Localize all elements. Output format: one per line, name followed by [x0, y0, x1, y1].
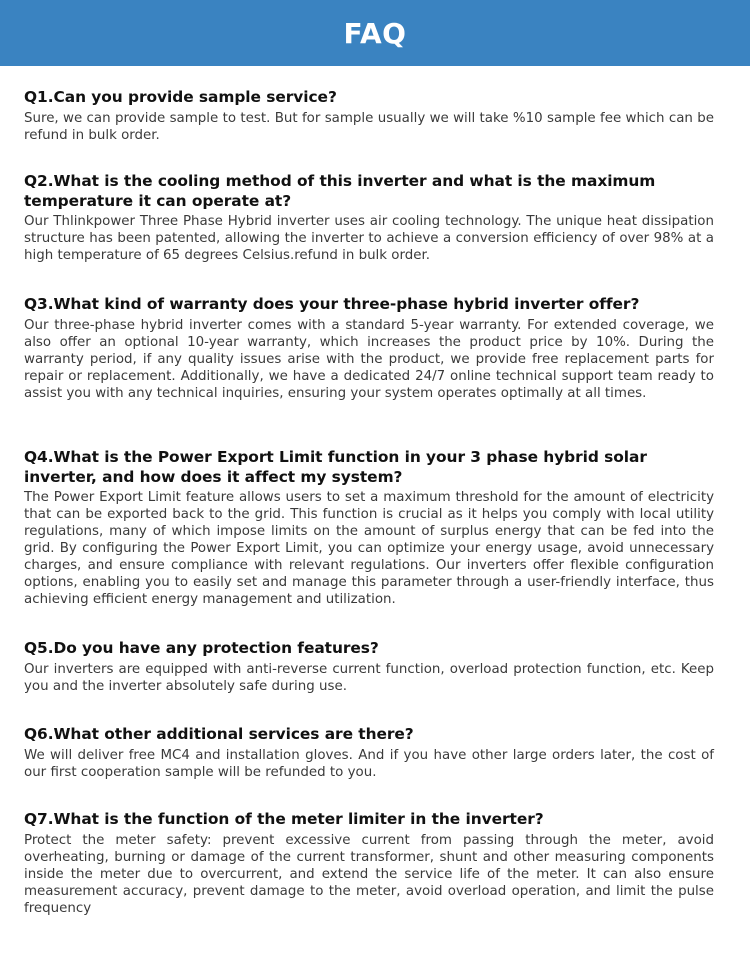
faq-question: Q2.What is the cooling method of this inverter and what is the maximum temperature it can operate at? [24, 172, 656, 210]
faq-question: Q1.Can you provide sample service? [24, 88, 337, 106]
faq-banner [0, 0, 750, 66]
faq-item-q3 [24, 295, 714, 402]
faq-question: Q4.What is the Power Export Limit function in your 3 phase hybrid solar inverter, and how does it affect my system? [24, 448, 647, 486]
faq-question: Q3.What kind of warranty does your three-phase hybrid inverter offer? [24, 295, 640, 313]
faq-answer: Our inverters are equipped with anti-reverse current function, overload protection function, etc. Keep you and the inverter absolutely safe during use. [24, 661, 714, 694]
faq-item-q6 [24, 725, 714, 781]
faq-answer: Our Thlinkpower Three Phase Hybrid inverter uses air cooling technology. The unique heat dissipation structure has been patented, allowing the inverter to achieve a conversion efficiency of over 98% at a high temperature of 65 degrees Celsius.refund in bulk order. [24, 214, 714, 263]
faq-item-q5 [24, 639, 714, 695]
faq-answer: Our three-phase hybrid inverter comes with a standard 5-year warranty. For extended coverage, we also offer an optional 10-year warranty, which increases the product price by 10%. During the warranty period, if any quality issues arise with the product, we provide free replacement parts for repair or replacement. Additionally, we have a dedicated 24/7 online technical support team ready to assist you with any technical inquiries, ensuring your system operates optimally at all times. [24, 317, 714, 401]
faq-question: Q7.What is the function of the meter limiter in the inverter? [24, 810, 544, 828]
faq-item-q2 [24, 172, 714, 264]
faq-item-q4 [24, 448, 714, 608]
faq-answer: Protect the meter safety: prevent excessive current from passing through the meter, avoid overheating, burning or damage of the current transformer, shunt and other measuring components inside the meter due to overcurrent, and extend the service life of the meter. It can also ensure measurement accuracy, prevent damage to the meter, avoid overload operation, and limit the pulse frequency [24, 832, 714, 916]
faq-item-q1 [24, 88, 714, 144]
faq-question: Q5.Do you have any protection features? [24, 639, 379, 657]
page-title: FAQ [343, 16, 407, 50]
faq-answer: We will deliver free MC4 and installation gloves. And if you have other large orders later, the cost of our first cooperation sample will be refunded to you. [24, 747, 714, 780]
faq-question: Q6.What other additional services are there? [24, 725, 414, 743]
faq-answer: The Power Export Limit feature allows users to set a maximum threshold for the amount of electricity that can be exported back to the grid. This function is crucial as it helps you comply with local utility regulations, many of which impose limits on the amount of surplus energy that can be fed into the grid. By configuring the Power Export Limit, you can optimize your energy usage, avoid unnecessary charges, and ensure compliance with relevant regulations. Our inverters offer flexible configuration options, enabling you to easily set and manage this parameter through a user-friendly interface, thus achieving efficient energy management and utilization. [24, 490, 714, 607]
faq-item-q7 [24, 810, 714, 917]
faq-answer: Sure, we can provide sample to test. But for sample usually we will take %10 sample fee which can be refund in bulk order. [24, 110, 714, 143]
